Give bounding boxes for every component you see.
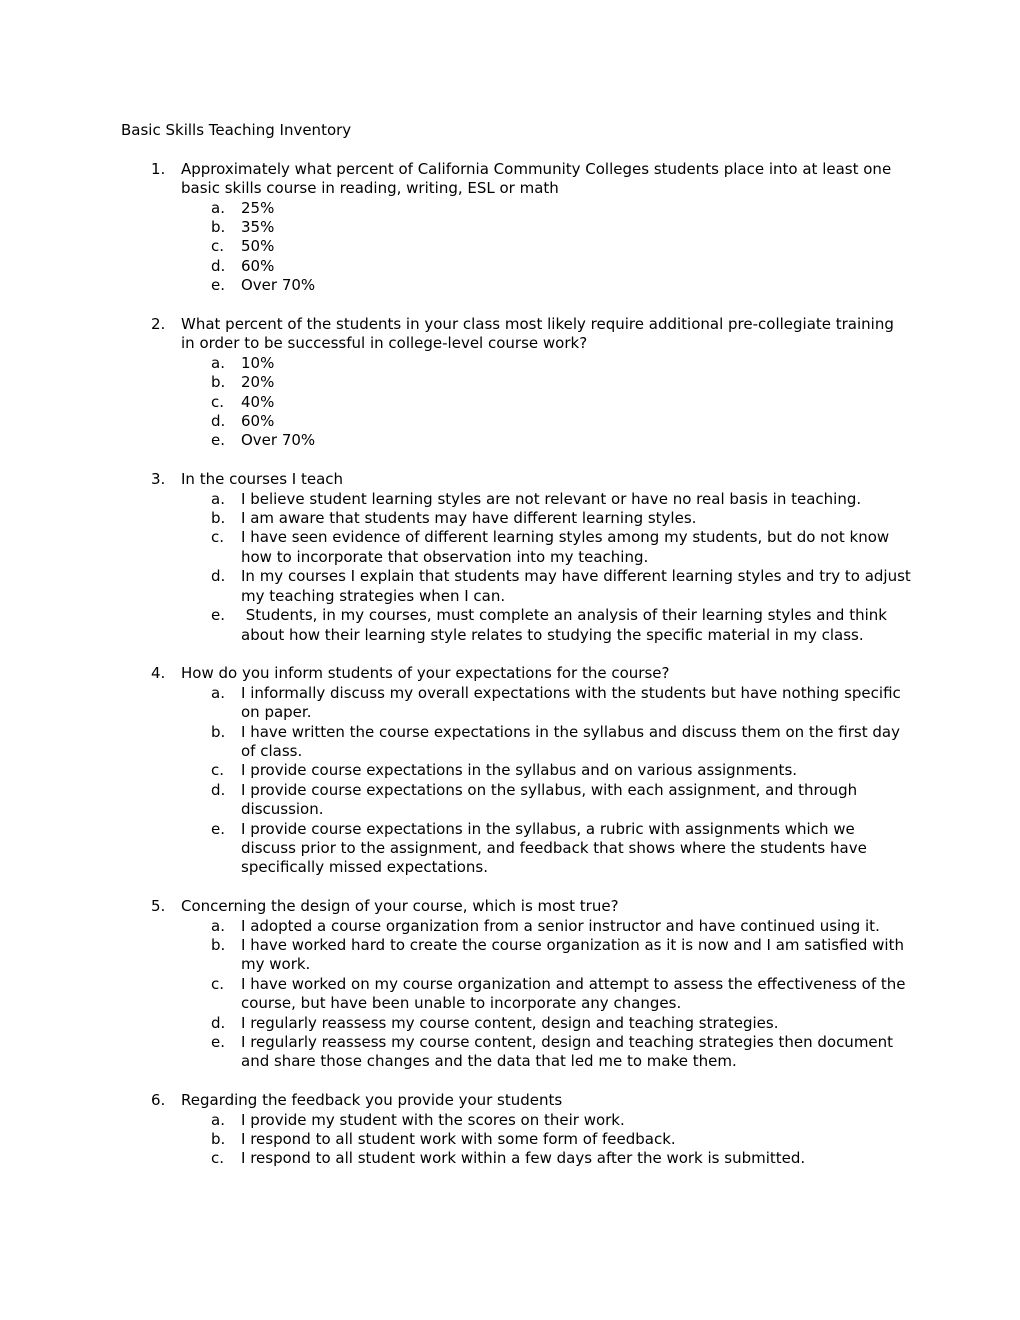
option-list	[181, 199, 911, 296]
question-number: 4.	[151, 664, 166, 683]
question-3	[121, 470, 911, 645]
option-text: I provide course expectations in the syllabus and on various assignments.	[241, 761, 798, 780]
option-letter: c.	[211, 392, 225, 411]
option-letter: d.	[211, 567, 226, 586]
option-item	[181, 509, 911, 528]
option-item	[181, 490, 911, 509]
question-number: 5.	[151, 897, 166, 916]
option-text: I provide course expectations on the syllabus, with each assignment, and through discussion.	[241, 780, 858, 819]
option-item	[181, 257, 911, 276]
question-number: 6.	[151, 1091, 166, 1110]
option-item	[181, 373, 911, 392]
option-letter: a.	[211, 683, 225, 702]
option-item	[181, 276, 911, 295]
option-list	[181, 917, 911, 1072]
option-list	[181, 684, 911, 878]
option-text: I believe student learning styles are not relevant or have no real basis in teaching.	[241, 489, 862, 508]
option-item	[181, 917, 911, 936]
option-text: I provide course expectations in the syllabus, a rubric with assignments which we discuss prior to the assignment, and feedback that shows where the students have specifically missed expectations.	[241, 819, 867, 877]
option-text: I respond to all student work with some form of feedback.	[241, 1130, 676, 1149]
option-item	[181, 1014, 911, 1033]
option-item	[181, 199, 911, 218]
option-text: I have worked on my course organization and attempt to assess the effectiveness of the course, but have been unable to incorporate any changes.	[241, 974, 906, 1013]
option-item	[181, 1149, 911, 1168]
option-item	[181, 1033, 911, 1072]
option-text: 50%	[241, 237, 275, 256]
option-item	[181, 723, 911, 762]
option-text: 25%	[241, 198, 275, 217]
option-item	[181, 218, 911, 237]
option-text: 10%	[241, 353, 275, 372]
question-5	[121, 897, 911, 1072]
option-item	[181, 1130, 911, 1149]
option-letter: c.	[211, 237, 225, 256]
option-letter: b.	[211, 218, 226, 237]
option-letter: d.	[211, 412, 226, 431]
option-item	[181, 431, 911, 450]
option-item	[181, 567, 911, 606]
question-4	[121, 664, 911, 877]
option-text: I have worked hard to create the course organization as it is now and I am satisfied with my work.	[241, 935, 904, 974]
option-list	[181, 490, 911, 645]
option-text: Over 70%	[241, 276, 316, 295]
option-text: I have written the course expectations in the syllabus and discuss them on the first day of class.	[241, 722, 900, 760]
option-letter: b.	[211, 509, 226, 528]
option-letter: b.	[211, 1130, 226, 1149]
question-text: Concerning the design of your course, which is most true?	[181, 897, 619, 916]
option-letter: d.	[211, 780, 226, 799]
option-text: 60%	[241, 412, 275, 431]
option-text: I adopted a course organization from a senior instructor and have continued using it.	[241, 916, 880, 935]
option-letter: e.	[211, 606, 225, 625]
option-item	[181, 528, 911, 567]
option-item	[181, 1111, 911, 1130]
option-letter: c.	[211, 974, 225, 993]
question-6	[121, 1091, 911, 1169]
option-letter: e.	[211, 819, 225, 838]
option-letter: c.	[211, 1149, 225, 1168]
option-item	[181, 936, 911, 975]
document-page	[121, 121, 911, 1188]
option-item	[181, 237, 911, 256]
option-text: 60%	[241, 256, 275, 275]
question-text: Regarding the feedback you provide your students	[181, 1091, 563, 1110]
option-text: In my courses I explain that students may have different learning styles and try to adjust my teaching strategies when I can.	[241, 567, 911, 605]
option-text: 20%	[241, 373, 275, 392]
option-text: I am aware that students may have different learning styles.	[241, 509, 697, 528]
option-item	[181, 354, 911, 373]
document-title: Basic Skills Teaching Inventory	[121, 121, 352, 139]
option-letter: a.	[211, 353, 225, 372]
question-text: How do you inform students of your expectations for the course?	[181, 664, 670, 683]
question-text: In the courses I teach	[181, 470, 344, 489]
option-text: Students, in my courses, must complete an analysis of their learning styles and think about how their learning style relates to studying the specific material in my class.	[241, 606, 892, 644]
option-list	[181, 1111, 911, 1169]
option-text: 35%	[241, 218, 275, 237]
option-letter: e.	[211, 1033, 225, 1052]
option-letter: b.	[211, 722, 226, 741]
option-text: I provide my student with the scores on their work.	[241, 1110, 625, 1129]
option-letter: e.	[211, 431, 225, 450]
option-letter: a.	[211, 916, 225, 935]
option-letter: a.	[211, 489, 225, 508]
option-text: I have seen evidence of different learning styles among my students, but do not know how to incorporate that observation into my teaching.	[241, 528, 890, 566]
option-item	[181, 975, 911, 1014]
question-number: 1.	[151, 159, 166, 178]
option-item	[181, 781, 911, 820]
option-letter: a.	[211, 198, 225, 217]
option-text: I regularly reassess my course content, design and teaching strategies.	[241, 1013, 779, 1032]
option-text: 40%	[241, 392, 275, 411]
option-letter: b.	[211, 373, 226, 392]
option-text: I respond to all student work within a few days after the work is submitted.	[241, 1149, 806, 1168]
question-text: Approximately what percent of California Community Colleges students place into at least one basic skills course in reading, writing, ESL or math	[181, 159, 892, 198]
option-letter: c.	[211, 761, 225, 780]
option-item	[181, 684, 911, 723]
question-number: 3.	[151, 470, 166, 489]
option-letter: d.	[211, 1013, 226, 1032]
option-list	[181, 354, 911, 451]
option-item	[181, 820, 911, 878]
option-text: I informally discuss my overall expectations with the students but have nothing specific on paper.	[241, 683, 901, 722]
option-item	[181, 393, 911, 412]
question-number: 2.	[151, 315, 166, 334]
question-1	[121, 160, 911, 296]
question-2	[121, 315, 911, 451]
option-text: I regularly reassess my course content, design and teaching strategies then document and share those changes and the data that led me to make them.	[241, 1033, 894, 1071]
option-letter: c.	[211, 528, 225, 547]
option-letter: b.	[211, 935, 226, 954]
option-letter: e.	[211, 276, 225, 295]
option-letter: a.	[211, 1110, 225, 1129]
option-text: Over 70%	[241, 431, 316, 450]
option-item	[181, 412, 911, 431]
option-item	[181, 761, 911, 780]
option-item	[181, 606, 911, 645]
option-letter: d.	[211, 256, 226, 275]
question-text: What percent of the students in your class most likely require additional pre-collegiate training in order to be successful in college-level course work?	[181, 315, 894, 353]
